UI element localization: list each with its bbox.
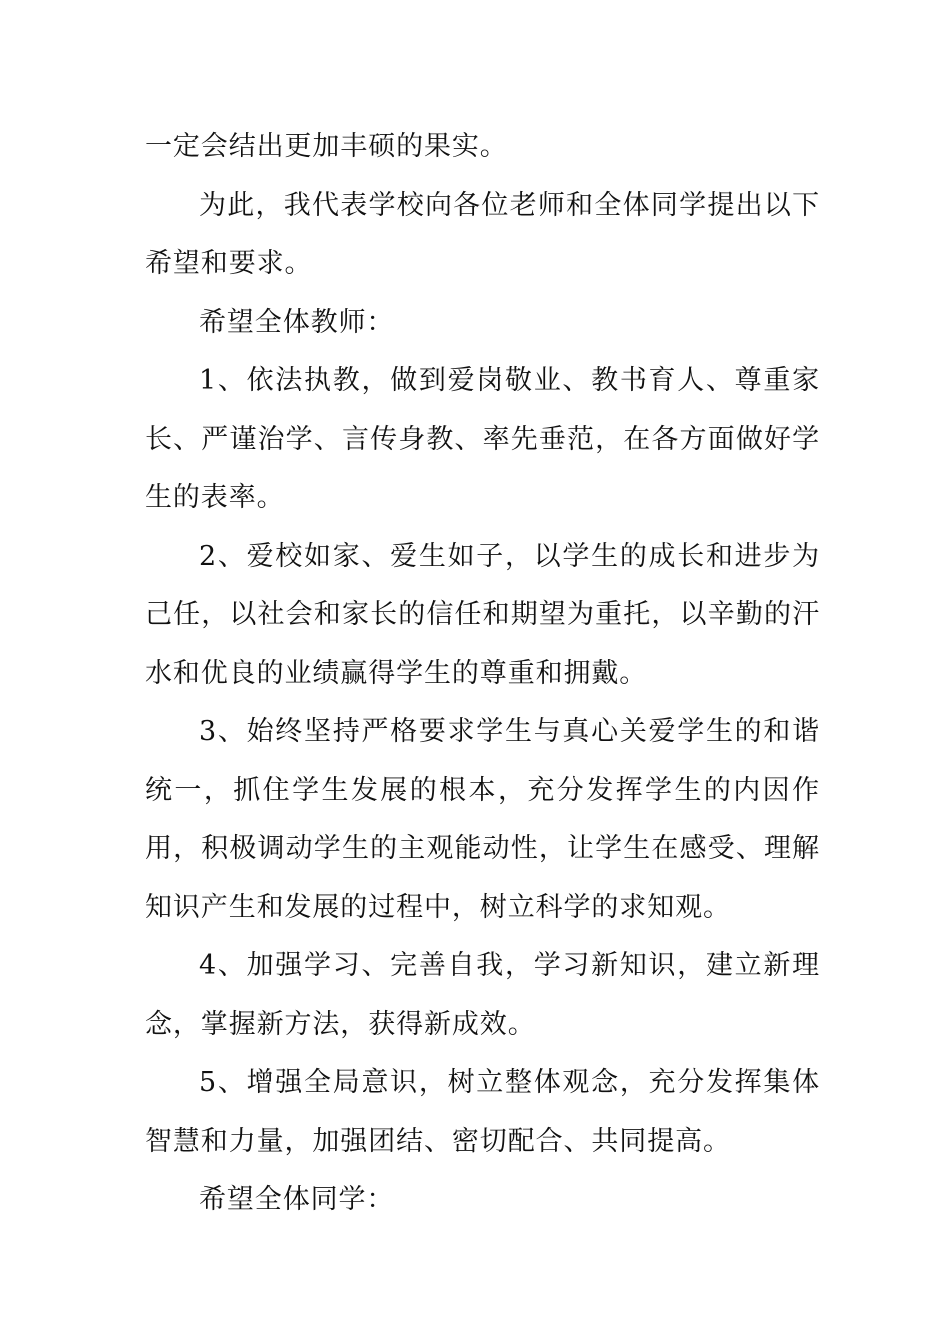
document-body <box>145 118 820 1230</box>
list-item-teacher-1: 1、依法执教，做到爱岗敬业、教书育人、尊重家长、严谨治学、言传身教、率先垂范，在各方面做好学生的表率。 <box>145 365 820 513</box>
heading-students: 希望全体同学： <box>199 1184 395 1215</box>
list-item-teacher-5: 5、增强全局意识，树立整体观念，充分发挥集体智慧和力量，加强团结、密切配合、共同提高。 <box>145 1067 820 1157</box>
heading-teachers: 希望全体教师： <box>199 306 395 338</box>
list-item-teacher-4: 4、加强学习、完善自我，学习新知识，建立新理念，掌握新方法，获得新成效。 <box>145 950 820 1040</box>
list-item-teacher-2: 2、爱校如家、爱生如子，以学生的成长和进步为己任，以社会和家长的信任和期望为重托，以辛勤的汗水和优良的业绩赢得学生的尊重和拥戴。 <box>145 540 820 689</box>
paragraph-intro: 为此，我代表学校向各位老师和全体同学提出以下希望和要求。 <box>145 189 820 279</box>
paragraph-continuation: 一定会结出更加丰硕的果实。 <box>145 131 508 162</box>
list-item-teacher-3: 3、始终坚持严格要求学生与真心关爱学生的和谐统一，抓住学生发展的根本，充分发挥学生的内因作用，积极调动学生的主观能动性，让学生在感受、理解知识产生和发展的过程中，树立科学的求知观。 <box>145 716 820 923</box>
